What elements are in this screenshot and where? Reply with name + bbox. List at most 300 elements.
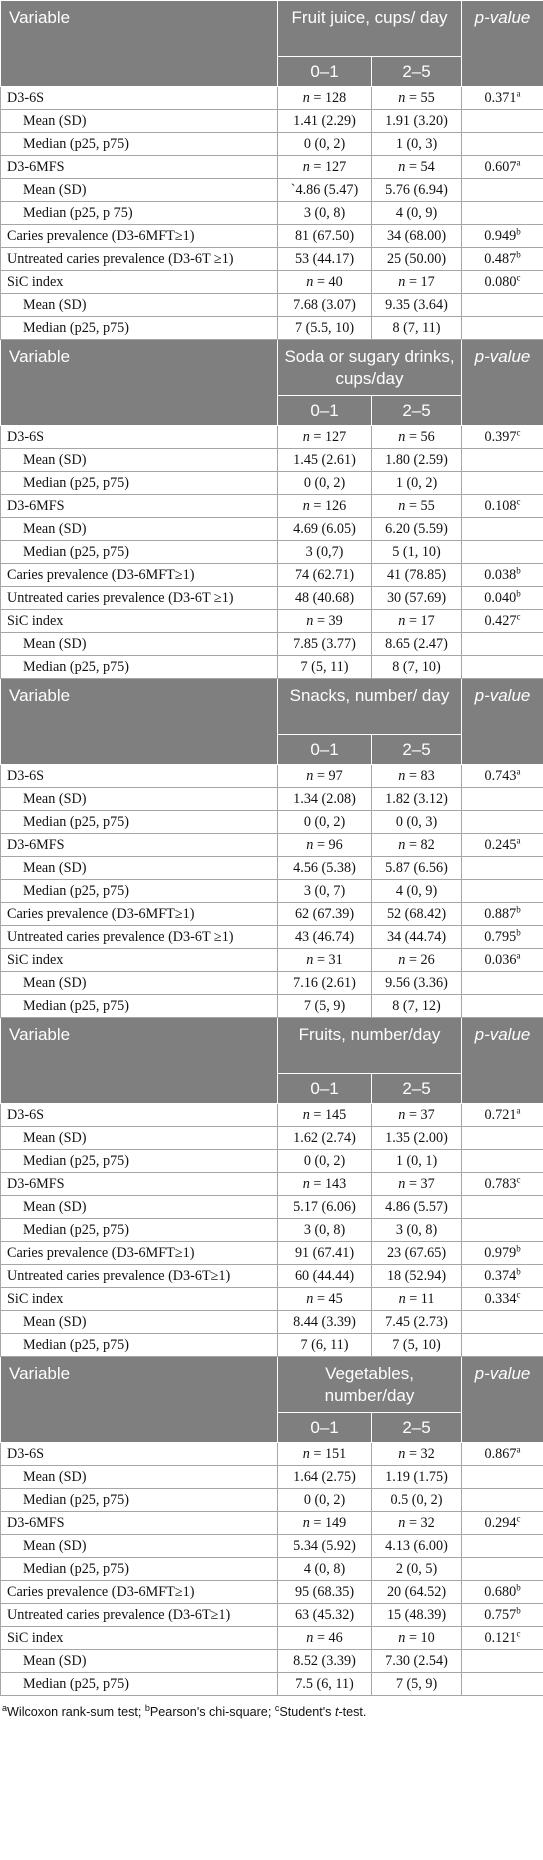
pvalue-cell <box>462 633 543 656</box>
group-low-header: 0–1 <box>278 1074 372 1104</box>
n-equals: = <box>309 1446 325 1462</box>
table-row <box>1 317 543 340</box>
pvalue-test-mark: a <box>516 766 521 777</box>
cell-high: 34 (44.74) <box>372 926 462 949</box>
cell-low <box>278 1288 372 1311</box>
n-symbol: n <box>398 159 406 175</box>
cell-high <box>372 1173 462 1196</box>
section-header-row <box>1 1018 543 1074</box>
cell-high: 0 (0, 3) <box>372 811 462 834</box>
exposure-group-title: Snacks, number/ day <box>278 679 462 735</box>
table-row <box>1 656 543 679</box>
row-label: Mean (SD) <box>1 449 278 472</box>
table-row <box>1 1127 543 1150</box>
n-symbol: n <box>398 1630 406 1646</box>
cell-high: 5.76 (6.94) <box>372 179 462 202</box>
cell-low <box>278 156 372 179</box>
table-row <box>1 995 543 1018</box>
pvalue-test-mark: a <box>516 950 521 961</box>
n-value: 26 <box>420 952 435 968</box>
cell-high: 41 (78.85) <box>372 564 462 587</box>
pvalue-header-label: p-value <box>474 1364 531 1383</box>
cell-high: 1 (0, 2) <box>372 472 462 495</box>
n-symbol: n <box>398 90 406 106</box>
n-value: 17 <box>420 274 435 290</box>
n-equals: = <box>405 1176 421 1192</box>
pvalue-test-mark: b <box>516 904 521 915</box>
pvalue-text: 0.607 <box>484 159 517 175</box>
cell-low: 0 (0, 2) <box>278 1489 372 1512</box>
cell-low <box>278 765 372 788</box>
n-value: 46 <box>328 1630 343 1646</box>
group-low-header: 0–1 <box>278 57 372 87</box>
table-row <box>1 225 543 248</box>
row-label: Caries prevalence (D3-6MFT≥1) <box>1 903 278 926</box>
n-symbol: n <box>306 768 314 784</box>
row-label: Caries prevalence (D3-6MFT≥1) <box>1 564 278 587</box>
pvalue-text: 0.487 <box>484 251 517 267</box>
pvalue-test-mark: a <box>516 157 521 168</box>
pvalue-text: 0.245 <box>484 837 517 853</box>
footnote-text-c-end: -test. <box>338 1705 367 1719</box>
cell-high: 7 (5, 9) <box>372 1673 462 1696</box>
n-value: 37 <box>420 1176 435 1192</box>
table-row <box>1 1466 543 1489</box>
table-row <box>1 495 543 518</box>
cell-low: 7 (6, 11) <box>278 1334 372 1357</box>
table-row <box>1 1311 543 1334</box>
cell-low: 0 (0, 2) <box>278 133 372 156</box>
pvalue-text: 0.040 <box>484 590 517 606</box>
table-row <box>1 271 543 294</box>
table-row <box>1 633 543 656</box>
cell-low: 5.17 (6.06) <box>278 1196 372 1219</box>
table-row <box>1 1242 543 1265</box>
pvalue-text: 0.743 <box>484 768 517 784</box>
n-equals: = <box>405 952 421 968</box>
table-row <box>1 1581 543 1604</box>
n-value: 32 <box>420 1446 435 1462</box>
cell-low: 5.34 (5.92) <box>278 1535 372 1558</box>
cell-high: 8 (7, 12) <box>372 995 462 1018</box>
pvalue-text: 0.721 <box>484 1107 517 1123</box>
section-header-row <box>1 340 543 396</box>
n-equals: = <box>313 837 329 853</box>
pvalue-header-label: p-value <box>474 8 531 27</box>
row-label: Mean (SD) <box>1 1127 278 1150</box>
n-symbol: n <box>302 1446 310 1462</box>
table-row <box>1 156 543 179</box>
pvalue-cell <box>462 495 543 518</box>
cell-low <box>278 1173 372 1196</box>
variable-column-header: Variable <box>1 679 278 765</box>
pvalue-test-mark: b <box>516 565 521 576</box>
variable-column-header: Variable <box>1 1018 278 1104</box>
exposure-group-title: Soda or sugary drinks, cups/day <box>278 340 462 396</box>
pvalue-cell <box>462 248 543 271</box>
cell-high: 52 (68.42) <box>372 903 462 926</box>
row-label: Untreated caries prevalence (D3-6T≥1) <box>1 1604 278 1627</box>
table-row <box>1 834 543 857</box>
footnote-italic-t: t <box>334 1705 339 1719</box>
n-equals: = <box>309 159 325 175</box>
cell-low: 1.62 (2.74) <box>278 1127 372 1150</box>
pvalue-test-mark: a <box>516 835 521 846</box>
row-label: Median (p25, p75) <box>1 472 278 495</box>
n-symbol: n <box>302 90 310 106</box>
n-equals: = <box>405 1107 421 1123</box>
n-value: 82 <box>420 837 435 853</box>
n-equals: = <box>313 768 329 784</box>
pvalue-cell <box>462 518 543 541</box>
cell-high: 4 (0, 9) <box>372 202 462 225</box>
cell-high <box>372 271 462 294</box>
table-row <box>1 1173 543 1196</box>
table-row <box>1 1334 543 1357</box>
n-symbol: n <box>302 159 310 175</box>
pvalue-cell <box>462 1288 543 1311</box>
row-label: D3-6MFS <box>1 1173 278 1196</box>
cell-high: 30 (57.69) <box>372 587 462 610</box>
cell-high: 1.80 (2.59) <box>372 449 462 472</box>
section-header-row <box>1 679 543 735</box>
row-label: Median (p25, p75) <box>1 811 278 834</box>
pvalue-text: 0.038 <box>484 567 517 583</box>
n-equals: = <box>405 1446 421 1462</box>
pvalue-cell <box>462 788 543 811</box>
cell-high <box>372 87 462 110</box>
pvalue-cell <box>462 1311 543 1334</box>
table-row <box>1 1288 543 1311</box>
cell-low: 1.34 (2.08) <box>278 788 372 811</box>
cell-low <box>278 834 372 857</box>
pvalue-cell <box>462 1173 543 1196</box>
pvalue-cell <box>462 179 543 202</box>
table-row <box>1 541 543 564</box>
pvalue-cell <box>462 1127 543 1150</box>
n-equals: = <box>405 429 421 445</box>
pvalue-cell <box>462 317 543 340</box>
cell-low: 53 (44.17) <box>278 248 372 271</box>
n-value: 10 <box>420 1630 435 1646</box>
pvalue-cell <box>462 472 543 495</box>
footnote-mark-b: b <box>144 1702 150 1713</box>
table-row <box>1 179 543 202</box>
cell-high <box>372 1288 462 1311</box>
cell-high: 0.5 (0, 2) <box>372 1489 462 1512</box>
row-label: Mean (SD) <box>1 1650 278 1673</box>
cell-high: 1.35 (2.00) <box>372 1127 462 1150</box>
table-row <box>1 110 543 133</box>
n-value: 149 <box>324 1515 347 1531</box>
section-header-row <box>1 1357 543 1413</box>
n-value: 45 <box>328 1291 343 1307</box>
pvalue-cell <box>462 1104 543 1127</box>
pvalue-text: 0.108 <box>484 498 517 514</box>
pvalue-cell <box>462 811 543 834</box>
cell-low: 3 (0, 7) <box>278 880 372 903</box>
row-label: Untreated caries prevalence (D3-6T≥1) <box>1 1265 278 1288</box>
table-row <box>1 1489 543 1512</box>
cell-high: 1 (0, 1) <box>372 1150 462 1173</box>
table-row <box>1 518 543 541</box>
exposure-group-title: Fruit juice, cups/ day <box>278 1 462 57</box>
pvalue-column-header <box>462 1357 543 1443</box>
row-label: D3-6MFS <box>1 495 278 518</box>
pvalue-cell <box>462 587 543 610</box>
pvalue-cell <box>462 1242 543 1265</box>
table-row <box>1 202 543 225</box>
table-row <box>1 426 543 449</box>
n-symbol: n <box>302 1107 310 1123</box>
pvalue-test-mark: c <box>516 427 521 438</box>
pvalue-column-header <box>462 1 543 87</box>
row-label: Mean (SD) <box>1 1311 278 1334</box>
table-row <box>1 1104 543 1127</box>
cell-low: 62 (67.39) <box>278 903 372 926</box>
n-equals: = <box>309 498 325 514</box>
pvalue-cell <box>462 1466 543 1489</box>
cell-low: 1.45 (2.61) <box>278 449 372 472</box>
pvalue-test-mark: b <box>516 226 521 237</box>
cell-high: 6.20 (5.59) <box>372 518 462 541</box>
row-label: Mean (SD) <box>1 1196 278 1219</box>
cell-low <box>278 426 372 449</box>
pvalue-test-mark: c <box>516 1513 521 1524</box>
row-label: SiC index <box>1 610 278 633</box>
cell-high: 8 (7, 11) <box>372 317 462 340</box>
table-row <box>1 926 543 949</box>
group-low-header: 0–1 <box>278 396 372 426</box>
table-row <box>1 133 543 156</box>
row-label: Untreated caries prevalence (D3-6T ≥1) <box>1 587 278 610</box>
n-value: 143 <box>324 1176 347 1192</box>
cell-low: 1.41 (2.29) <box>278 110 372 133</box>
cell-high: 8 (7, 10) <box>372 656 462 679</box>
n-symbol: n <box>302 1176 310 1192</box>
n-equals: = <box>313 274 329 290</box>
pvalue-cell <box>462 1219 543 1242</box>
table-row <box>1 1196 543 1219</box>
cell-low: 95 (68.35) <box>278 1581 372 1604</box>
pvalue-text: 0.867 <box>484 1446 517 1462</box>
table-row <box>1 1219 543 1242</box>
table-row <box>1 788 543 811</box>
row-label: SiC index <box>1 1288 278 1311</box>
pvalue-cell <box>462 926 543 949</box>
pvalue-text: 0.080 <box>484 274 517 290</box>
footnote-text-a: Wilcoxon rank-sum test; <box>7 1705 145 1719</box>
n-value: 37 <box>420 1107 435 1123</box>
cell-low: 0 (0, 2) <box>278 811 372 834</box>
table-row <box>1 1443 543 1466</box>
row-label: Caries prevalence (D3-6MFT≥1) <box>1 225 278 248</box>
pvalue-cell <box>462 949 543 972</box>
cell-high: 2 (0, 5) <box>372 1558 462 1581</box>
row-label: Median (p25, p75) <box>1 133 278 156</box>
n-value: 56 <box>420 429 435 445</box>
group-high-header: 2–5 <box>372 57 462 87</box>
n-value: 31 <box>328 952 343 968</box>
n-value: 127 <box>324 429 347 445</box>
table-row <box>1 1535 543 1558</box>
pvalue-test-mark: b <box>516 1582 521 1593</box>
row-label: SiC index <box>1 1627 278 1650</box>
n-symbol: n <box>398 1515 406 1531</box>
variable-column-header: Variable <box>1 340 278 426</box>
pvalue-cell <box>462 1673 543 1696</box>
variable-column-header: Variable <box>1 1357 278 1443</box>
row-label: Untreated caries prevalence (D3-6T ≥1) <box>1 248 278 271</box>
n-value: 83 <box>420 768 435 784</box>
group-low-header: 0–1 <box>278 1413 372 1443</box>
pvalue-text: 0.371 <box>484 90 517 106</box>
cell-high <box>372 1627 462 1650</box>
pvalue-cell <box>462 87 543 110</box>
row-label: Mean (SD) <box>1 972 278 995</box>
pvalue-text: 0.887 <box>484 906 517 922</box>
n-value: 96 <box>328 837 343 853</box>
pvalue-cell <box>462 972 543 995</box>
table-row <box>1 472 543 495</box>
n-value: 151 <box>324 1446 347 1462</box>
cell-low: 74 (62.71) <box>278 564 372 587</box>
footnote-text-c: Student's <box>279 1705 335 1719</box>
pvalue-test-mark: b <box>516 1266 521 1277</box>
cell-low <box>278 1104 372 1127</box>
table-row <box>1 949 543 972</box>
table-row <box>1 1150 543 1173</box>
pvalue-cell <box>462 156 543 179</box>
table-row <box>1 1512 543 1535</box>
exposure-group-title: Fruits, number/day <box>278 1018 462 1074</box>
group-high-header: 2–5 <box>372 1074 462 1104</box>
cell-high: 8.65 (2.47) <box>372 633 462 656</box>
cell-low: 3 (0, 8) <box>278 1219 372 1242</box>
cell-high: 18 (52.94) <box>372 1265 462 1288</box>
cell-high: 23 (67.65) <box>372 1242 462 1265</box>
pvalue-cell <box>462 202 543 225</box>
table-row <box>1 1627 543 1650</box>
n-symbol: n <box>398 1291 406 1307</box>
n-value: 145 <box>324 1107 347 1123</box>
cell-low: 60 (44.44) <box>278 1265 372 1288</box>
n-symbol: n <box>398 837 406 853</box>
pvalue-text: 0.427 <box>484 613 517 629</box>
n-symbol: n <box>398 952 406 968</box>
cell-low: 8.44 (3.39) <box>278 1311 372 1334</box>
n-symbol: n <box>306 1291 314 1307</box>
n-equals: = <box>405 837 421 853</box>
cell-high <box>372 426 462 449</box>
cell-low: 48 (40.68) <box>278 587 372 610</box>
pvalue-cell <box>462 834 543 857</box>
table-row <box>1 972 543 995</box>
pvalue-cell <box>462 903 543 926</box>
row-label: Mean (SD) <box>1 857 278 880</box>
n-equals: = <box>309 429 325 445</box>
table-row <box>1 1604 543 1627</box>
n-equals: = <box>405 498 421 514</box>
cell-low: 7.5 (6, 11) <box>278 1673 372 1696</box>
cell-low: 3 (0, 8) <box>278 202 372 225</box>
n-equals: = <box>405 613 421 629</box>
pvalue-test-mark: c <box>516 611 521 622</box>
cell-high <box>372 949 462 972</box>
pvalue-cell <box>462 857 543 880</box>
n-value: 55 <box>420 498 435 514</box>
pvalue-test-mark: b <box>516 1243 521 1254</box>
pvalue-cell <box>462 271 543 294</box>
cell-high <box>372 834 462 857</box>
section-header-row <box>1 1 543 57</box>
n-symbol: n <box>398 768 406 784</box>
pvalue-text: 0.294 <box>484 1515 517 1531</box>
n-symbol: n <box>306 274 314 290</box>
cell-low: 4 (0, 8) <box>278 1558 372 1581</box>
cell-high: 15 (48.39) <box>372 1604 462 1627</box>
table-body <box>1 1 543 1696</box>
pvalue-test-mark: a <box>516 1444 521 1455</box>
cell-low <box>278 610 372 633</box>
exposure-group-title: Vegetables, number/day <box>278 1357 462 1413</box>
row-label: Median (p25, p75) <box>1 317 278 340</box>
cell-high: 1 (0, 3) <box>372 133 462 156</box>
table-row <box>1 1673 543 1696</box>
pvalue-cell <box>462 1443 543 1466</box>
cell-high: 3 (0, 8) <box>372 1219 462 1242</box>
pvalue-test-mark: c <box>516 496 521 507</box>
pvalue-cell <box>462 1558 543 1581</box>
row-label: Mean (SD) <box>1 518 278 541</box>
pvalue-cell <box>462 995 543 1018</box>
n-value: 97 <box>328 768 343 784</box>
pvalue-test-mark: b <box>516 927 521 938</box>
row-label: Caries prevalence (D3-6MFT≥1) <box>1 1581 278 1604</box>
table-row <box>1 587 543 610</box>
pvalue-test-mark: b <box>516 588 521 599</box>
group-high-header: 2–5 <box>372 735 462 765</box>
n-equals: = <box>405 90 421 106</box>
pvalue-cell <box>462 1535 543 1558</box>
pvalue-text: 0.374 <box>484 1268 517 1284</box>
table-row <box>1 1265 543 1288</box>
pvalue-cell <box>462 541 543 564</box>
n-symbol: n <box>398 274 406 290</box>
cell-high: 1.82 (3.12) <box>372 788 462 811</box>
pvalue-text: 0.783 <box>484 1176 517 1192</box>
cell-low: 7.68 (3.07) <box>278 294 372 317</box>
cell-low: 3 (0,7) <box>278 541 372 564</box>
table-row <box>1 87 543 110</box>
pvalue-cell <box>462 765 543 788</box>
n-equals: = <box>405 159 421 175</box>
n-value: 17 <box>420 613 435 629</box>
pvalue-test-mark: b <box>516 1605 521 1616</box>
cell-low: 63 (45.32) <box>278 1604 372 1627</box>
cell-low: 91 (67.41) <box>278 1242 372 1265</box>
cell-low <box>278 271 372 294</box>
row-label: Mean (SD) <box>1 788 278 811</box>
cell-low: 1.64 (2.75) <box>278 1466 372 1489</box>
row-label: Median (p25, p75) <box>1 880 278 903</box>
group-high-header: 2–5 <box>372 1413 462 1443</box>
cell-high: 1.91 (3.20) <box>372 110 462 133</box>
cell-low: 81 (67.50) <box>278 225 372 248</box>
row-label: Mean (SD) <box>1 1535 278 1558</box>
cell-low: 0 (0, 2) <box>278 472 372 495</box>
pvalue-header-label: p-value <box>474 686 531 705</box>
